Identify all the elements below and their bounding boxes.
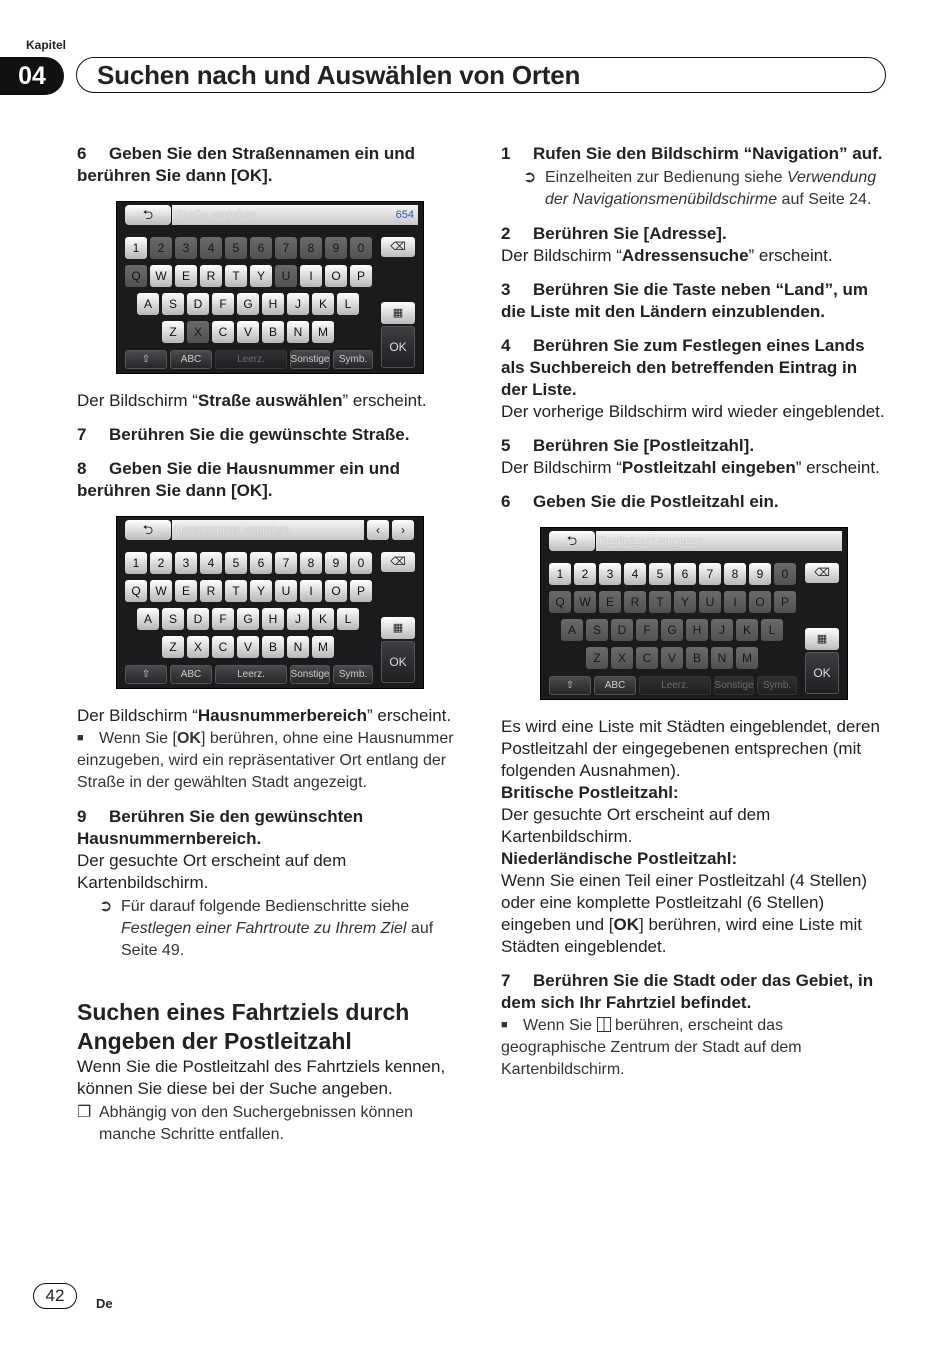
- key-h: H: [262, 293, 284, 315]
- key-y: Y: [250, 580, 272, 602]
- key-v: V: [237, 636, 259, 658]
- text-part: Der Bildschirm “: [77, 706, 198, 725]
- key-q: Q: [125, 580, 147, 602]
- key-x: X: [611, 647, 633, 669]
- text-part: berühren, erscheint das geographische Zentrum der Stadt auf dem Kartenbildschirm.: [501, 1017, 802, 1078]
- key-d: D: [611, 619, 633, 641]
- step-number: 2: [501, 224, 511, 243]
- space-button: Leerz.: [215, 350, 287, 369]
- text-part: Der Bildschirm “: [501, 458, 622, 477]
- chapter-title-bar: [76, 57, 886, 93]
- key-v: V: [661, 647, 683, 669]
- text-part: Der Bildschirm “: [501, 246, 622, 265]
- key-x: X: [187, 636, 209, 658]
- ok-button: OK: [805, 652, 839, 694]
- key-d: D: [187, 293, 209, 315]
- key-e: E: [175, 265, 197, 287]
- key-n: N: [287, 636, 309, 658]
- step-text: Berühren Sie [Adresse].: [533, 224, 727, 243]
- key-l: L: [337, 608, 359, 630]
- key-a: A: [561, 619, 583, 641]
- abc-button: ABC: [170, 350, 212, 369]
- key-l: L: [761, 619, 783, 641]
- section-note: [77, 1102, 463, 1146]
- text-part: Für darauf folgende Bedienschritte siehe: [121, 898, 410, 915]
- step-number: 6: [77, 144, 87, 163]
- key-e: E: [175, 580, 197, 602]
- field-placeholder: Postleitzahl eingeben: [599, 535, 704, 547]
- key-8: 8: [300, 552, 322, 574]
- backspace-icon: ⌫: [381, 552, 415, 572]
- step-text: Berühren Sie die Taste neben “Land”, um die Liste mit den Ländern einzublenden.: [501, 280, 869, 321]
- key-0: 0: [350, 237, 372, 259]
- key-f: F: [212, 608, 234, 630]
- keyboard-screenshot-street: [116, 201, 424, 374]
- key-j: J: [287, 608, 309, 630]
- key-3: 3: [599, 563, 621, 585]
- key-s: S: [162, 293, 184, 315]
- key-9: 9: [749, 563, 771, 585]
- key-8: 8: [724, 563, 746, 585]
- dutch-postcode-label: Niederländische Postleitzahl:: [501, 849, 738, 868]
- key-z: Z: [162, 636, 184, 658]
- key-p: P: [350, 580, 372, 602]
- key-u: U: [699, 591, 721, 613]
- text-part: Abhängig von den Suchergebnissen können manche Schritte entfallen.: [99, 1104, 414, 1143]
- key-m: M: [312, 636, 334, 658]
- key-t: T: [225, 265, 247, 287]
- key-g: G: [661, 619, 683, 641]
- key-j: J: [711, 619, 733, 641]
- key-3: 3: [175, 237, 197, 259]
- step-text: Berühren Sie zum Festlegen eines Lands als Suchbereich den betreffenden Eintrag in der Liste.: [501, 336, 865, 399]
- key-7: 7: [275, 237, 297, 259]
- key-5: 5: [649, 563, 671, 585]
- key-4: 4: [624, 563, 646, 585]
- key-b: B: [262, 636, 284, 658]
- input-field-street: [172, 205, 418, 225]
- text-part: ” erscheint.: [367, 706, 452, 725]
- keyboard-screenshot-postcode: [540, 527, 848, 700]
- step-5-description: [501, 457, 887, 479]
- key-p: P: [774, 591, 796, 613]
- step-text: Berühren Sie die Stadt oder das Gebiet, in dem sich Ihr Fahrtziel befindet.: [501, 971, 874, 1012]
- chapter-title: Suchen nach und Auswählen von Orten: [97, 59, 581, 90]
- dutch-postcode-text: [501, 870, 887, 958]
- note-city-center: [501, 1014, 887, 1081]
- shift-icon: ⇧: [125, 665, 167, 684]
- key-c: C: [212, 636, 234, 658]
- space-button: Leerz.: [215, 665, 287, 684]
- key-i: I: [300, 265, 322, 287]
- arrow-right-icon: ➲: [99, 898, 113, 915]
- key-i: I: [724, 591, 746, 613]
- key-t: T: [649, 591, 671, 613]
- page-number: 42: [33, 1283, 77, 1309]
- step-text: Geben Sie die Postleitzahl ein.: [533, 492, 779, 511]
- key-n: N: [711, 647, 733, 669]
- keyboard-layout-icon: ▦: [805, 628, 839, 650]
- key-7: 7: [275, 552, 297, 574]
- back-icon: ⮌: [125, 205, 171, 225]
- reference-step-1: [523, 167, 887, 211]
- step-text: Berühren Sie [Postleitzahl].: [533, 436, 755, 455]
- keyboard-layout-icon: ▦: [381, 617, 415, 639]
- city-list-text: Es wird eine Liste mit Städten eingeblendet, deren Postleitzahl der eingegebenen entsprechen (mit folgenden Ausnahmen).: [501, 717, 880, 780]
- shift-icon: ⇧: [549, 676, 591, 695]
- key-o: O: [325, 580, 347, 602]
- key-i: I: [300, 580, 322, 602]
- text-part: ] berühren, wird eine Liste mit Städten eingeblendet.: [501, 915, 862, 956]
- key-b: B: [262, 321, 284, 343]
- key-u: U: [275, 265, 297, 287]
- step-number: 9: [77, 807, 87, 826]
- step-number: 8: [77, 459, 87, 478]
- screen-name: Straße auswählen: [197, 391, 343, 410]
- key-f: F: [636, 619, 658, 641]
- step-number: 1: [501, 144, 511, 163]
- key-k: K: [312, 293, 334, 315]
- text-part: ” erscheint.: [748, 246, 833, 265]
- symbol-button: Symb.: [333, 665, 373, 684]
- text-part: Verwendung der Navigationsmenübildschirme: [545, 169, 877, 208]
- other-button: Sonstige: [290, 350, 330, 369]
- step-number: 7: [77, 425, 87, 444]
- key-h: H: [262, 608, 284, 630]
- key-h: H: [686, 619, 708, 641]
- field-placeholder: Hausnummer eingeben: [175, 524, 290, 536]
- key-y: Y: [674, 591, 696, 613]
- key-0: 0: [350, 552, 372, 574]
- key-w: W: [574, 591, 596, 613]
- chapter-number: 04: [0, 57, 64, 95]
- text-part: Festlegen einer Fahrtroute zu Ihrem Ziel: [121, 920, 407, 937]
- step-text: Geben Sie die Hausnummer ein und berühren Sie dann [OK].: [77, 459, 400, 500]
- step-number: 7: [501, 971, 511, 990]
- abc-button: ABC: [170, 665, 212, 684]
- screen-name: Hausnummerbereich: [197, 706, 368, 725]
- text-part: ” erscheint.: [795, 458, 880, 477]
- ok-button: OK: [381, 641, 415, 683]
- key-z: Z: [162, 321, 184, 343]
- step-5-right: [501, 435, 887, 457]
- chevron-right-icon: ›: [392, 520, 414, 540]
- step-text: Berühren Sie die gewünschte Straße.: [109, 425, 410, 444]
- street-select-text: [77, 390, 463, 412]
- key-j: J: [287, 293, 309, 315]
- key-u: U: [275, 580, 297, 602]
- key-c: C: [212, 321, 234, 343]
- screen-name: Adressensuche: [621, 246, 749, 265]
- language-code: De: [96, 1296, 113, 1311]
- key-m: M: [312, 321, 334, 343]
- text-part: OK: [613, 915, 639, 934]
- kapitel-label: Kapitel: [26, 38, 67, 52]
- key-w: W: [150, 265, 172, 287]
- symbol-button: Symb.: [333, 350, 373, 369]
- step-9-left: [77, 806, 463, 850]
- text-part: ] berühren, ohne eine Hausnummer einzugeben, wird ein repräsentativer Ort entlang der Straße in der gewählten Stadt angezeigt.: [77, 730, 454, 791]
- step-4-right: [501, 335, 887, 401]
- key-1: 1: [125, 237, 147, 259]
- section-intro: Wenn Sie die Postleitzahl des Fahrtziels kennen, können Sie diese bei der Suche angeben.: [77, 1057, 446, 1098]
- step-number: 5: [501, 436, 511, 455]
- input-field-housenumber: [172, 520, 364, 540]
- other-button: Sonstige: [714, 676, 754, 695]
- checkbox-icon: ❐: [77, 1104, 92, 1121]
- step-2-right: [501, 223, 887, 245]
- key-a: A: [137, 293, 159, 315]
- key-d: D: [187, 608, 209, 630]
- text-part: auf Seite 49.: [121, 920, 434, 959]
- back-icon: ⮌: [125, 520, 171, 540]
- square-bullet-icon: ■: [501, 1019, 508, 1031]
- step-4-description: Der vorherige Bildschirm wird wieder eingeblendet.: [501, 402, 885, 421]
- step-number: 3: [501, 280, 511, 299]
- text-part: Einzelheiten zur Bedienung siehe: [545, 169, 787, 186]
- key-c: C: [636, 647, 658, 669]
- key-x: X: [187, 321, 209, 343]
- step-6-left: [77, 143, 463, 187]
- key-2: 2: [150, 552, 172, 574]
- key-0: 0: [774, 563, 796, 585]
- key-q: Q: [549, 591, 571, 613]
- backspace-icon: ⌫: [805, 563, 839, 583]
- ok-button: OK: [381, 326, 415, 368]
- key-5: 5: [225, 552, 247, 574]
- input-field-postcode: [596, 531, 842, 551]
- key-1: 1: [549, 563, 571, 585]
- key-t: T: [225, 580, 247, 602]
- step-number: 6: [501, 492, 511, 511]
- text-part: OK: [176, 730, 201, 747]
- back-icon: ⮌: [549, 531, 595, 551]
- step-8-left: [77, 458, 463, 502]
- key-s: S: [586, 619, 608, 641]
- key-z: Z: [586, 647, 608, 669]
- step-text: Rufen Sie den Bildschirm “Navigation” auf.: [533, 144, 883, 163]
- square-bullet-icon: ■: [77, 732, 84, 744]
- field-placeholder: Straße eingeben: [175, 209, 257, 221]
- other-button: Sonstige: [290, 665, 330, 684]
- step-7-right: [501, 970, 887, 1014]
- key-m: M: [736, 647, 758, 669]
- text-part: Wenn Sie einen Teil einer Postleitzahl (4 Stellen) oder eine komplette Postleitzahl (6 Stellen) eingeben und [: [501, 871, 868, 934]
- right-column: [501, 143, 887, 1081]
- key-8: 8: [300, 237, 322, 259]
- key-l: L: [337, 293, 359, 315]
- key-b: B: [686, 647, 708, 669]
- key-n: N: [287, 321, 309, 343]
- key-o: O: [325, 265, 347, 287]
- key-4: 4: [200, 237, 222, 259]
- key-e: E: [599, 591, 621, 613]
- key-6: 6: [250, 552, 272, 574]
- key-s: S: [162, 608, 184, 630]
- chevron-left-icon: ‹: [367, 520, 389, 540]
- text-part: Wenn Sie [: [99, 730, 177, 747]
- backspace-icon: ⌫: [381, 237, 415, 257]
- space-button: Leerz.: [639, 676, 711, 695]
- key-5: 5: [225, 237, 247, 259]
- left-column: [77, 143, 463, 1146]
- key-9: 9: [325, 552, 347, 574]
- section-heading: Suchen eines Fahrtziels durch Angeben der Postleitzahl: [77, 999, 410, 1054]
- step-9-description: Der gesuchte Ort erscheint auf dem Kartenbildschirm.: [77, 851, 347, 892]
- reference-step-9: [99, 896, 463, 962]
- step-3-right: [501, 279, 887, 323]
- step-1-right: [501, 143, 887, 165]
- abc-button: ABC: [594, 676, 636, 695]
- key-2: 2: [150, 237, 172, 259]
- text-part: Der Bildschirm “: [77, 391, 198, 410]
- key-w: W: [150, 580, 172, 602]
- key-a: A: [137, 608, 159, 630]
- arrow-right-icon: ➲: [523, 169, 537, 186]
- note-ok-without-number: [77, 727, 463, 794]
- city-center-icon: [597, 1017, 611, 1032]
- keyboard-screenshot-housenumber: [116, 516, 424, 689]
- key-f: F: [212, 293, 234, 315]
- key-2: 2: [574, 563, 596, 585]
- text-part: Wenn Sie: [523, 1017, 597, 1034]
- step-number: 4: [501, 336, 511, 355]
- key-4: 4: [200, 552, 222, 574]
- key-r: R: [200, 580, 222, 602]
- key-v: V: [237, 321, 259, 343]
- text-part: ” erscheint.: [342, 391, 427, 410]
- step-text: Berühren Sie den gewünschten Hausnummernbereich.: [77, 807, 364, 848]
- key-p: P: [350, 265, 372, 287]
- british-postcode-label: Britische Postleitzahl:: [501, 783, 679, 802]
- key-7: 7: [699, 563, 721, 585]
- key-k: K: [736, 619, 758, 641]
- symbol-button: Symb.: [757, 676, 797, 695]
- housenumber-range-text: [77, 705, 463, 727]
- british-postcode-text: Der gesuchte Ort erscheint auf dem Kartenbildschirm.: [501, 805, 771, 846]
- key-y: Y: [250, 265, 272, 287]
- key-o: O: [749, 591, 771, 613]
- step-2-description: [501, 245, 887, 267]
- key-g: G: [237, 293, 259, 315]
- key-1: 1: [125, 552, 147, 574]
- key-k: K: [312, 608, 334, 630]
- key-q: Q: [125, 265, 147, 287]
- shift-icon: ⇧: [125, 350, 167, 369]
- keyboard-layout-icon: ▦: [381, 302, 415, 324]
- key-9: 9: [325, 237, 347, 259]
- key-6: 6: [674, 563, 696, 585]
- key-6: 6: [250, 237, 272, 259]
- key-r: R: [624, 591, 646, 613]
- step-6-right: [501, 491, 887, 513]
- step-text: Geben Sie den Straßennamen ein und berühren Sie dann [OK].: [77, 144, 416, 185]
- key-3: 3: [175, 552, 197, 574]
- result-counter: 654: [395, 209, 414, 221]
- screen-name: Postleitzahl eingeben: [621, 458, 796, 477]
- key-g: G: [237, 608, 259, 630]
- key-r: R: [200, 265, 222, 287]
- text-part: auf Seite 24.: [777, 191, 872, 208]
- step-7-left: [77, 424, 463, 446]
